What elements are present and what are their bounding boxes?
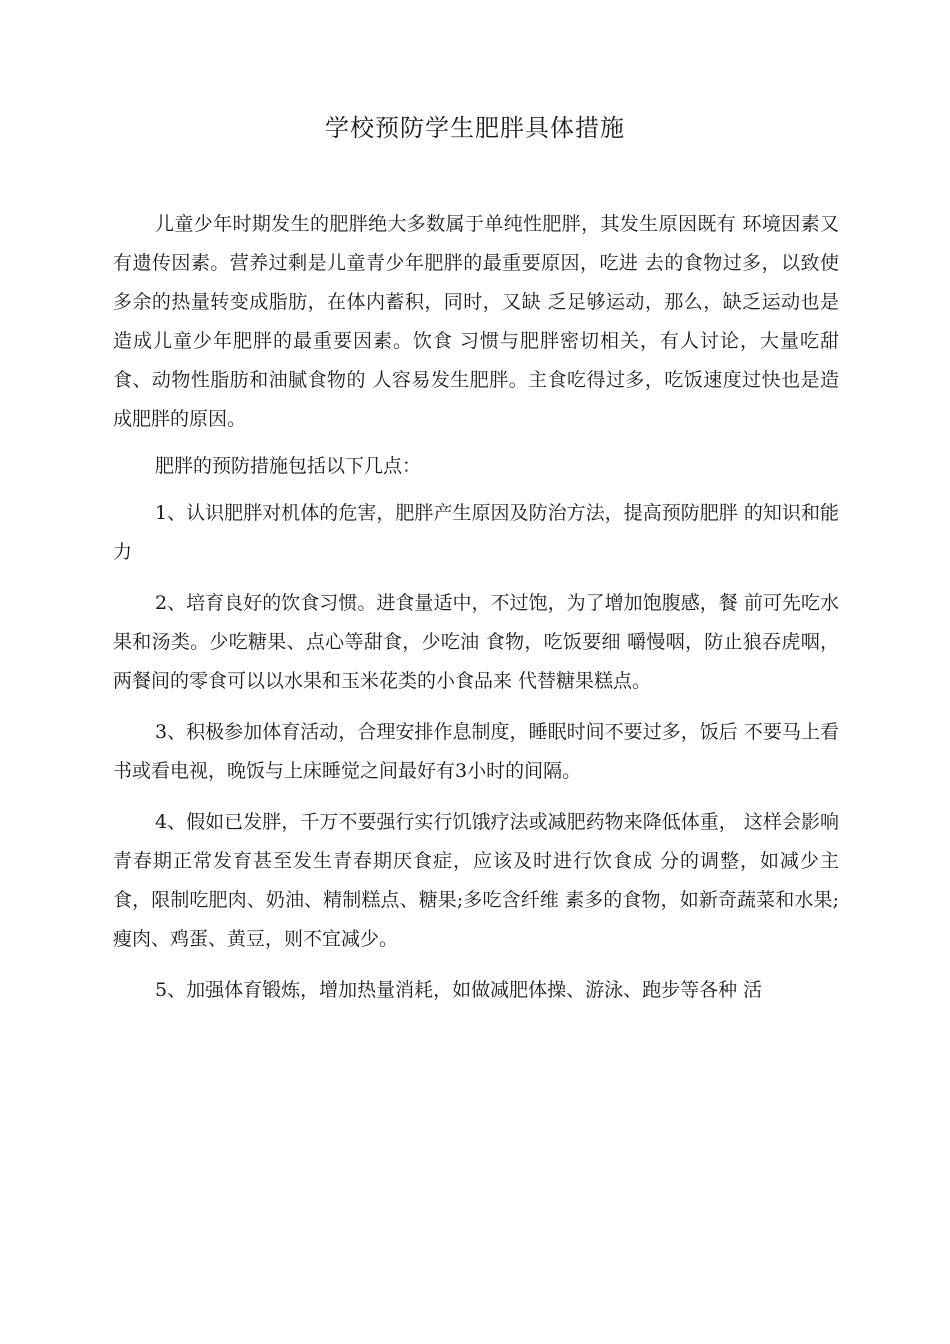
paragraph-intro: 儿童少年时期发生的肥胖绝大多数属于单纯性肥胖，其发生原因既有 环境因素又有遗传因素。营养过剩是儿童青少年肥胖的最重要原因，吃进 去的食物过多，以致使多余的热量转变成脂肪，在体内蓄积，同时，又缺 乏足够运动，那么，缺乏运动也是造成儿童少年肥胖的最重要因素。饮食 习惯与肥胖密切相关，有人讨论，大量吃甜食、动物性脂肪和油腻食物的 人容易发生肥胖。主食吃得过多，吃饭速度过快也是造成肥胖的原因。	[113, 213, 839, 430]
paragraph-measure-2: 2、培育良好的饮食习惯。进食量适中，不过饱，为了增加饱腹感，餐 前可先吃水果和汤类。少吃糖果、点心等甜食，少吃油 食物，吃饭要细 嚼慢咽，防止狼吞虎咽，两餐间的零食可以以水果和玉米花类的小食品来 代替糖果糕点。	[113, 592, 839, 692]
document-body	[113, 205, 839, 1022]
paragraph-measure-4: 4、假如已发胖，千万不要强行实行饥饿疗法或减肥药物来降低体重， 这样会影响青春期正常发育甚至发生青春期厌食症，应该及时进行饮食成 分的调整，如减少主食，限制吃肥肉、奶油、精制糕点、糖果;多吃含纤维 素多的食物，如新奇蔬菜和水果;瘦肉、鸡蛋、黄豆，则不宜减少。	[113, 811, 839, 950]
paragraph-measure-5: 5、加强体育锻炼，增加热量消耗，如做减肥体操、游泳、跑步等各种 活	[155, 979, 763, 1001]
paragraph-measure-3: 3、积极参加体育活动，合理安排作息制度，睡眠时间不要过多，饭后 不要马上看书或看电视，晚饭与上床睡觉之间最好有3小时的间隔。	[113, 721, 839, 782]
paragraph-measure-1: 1、认识肥胖对机体的危害，肥胖产生原因及防治方法，提高预防肥胖 的知识和能力	[113, 502, 839, 563]
document-title: 学校预防学生肥胖具体措施	[325, 114, 625, 142]
paragraph-measures-lead: 肥胖的预防措施包括以下几点：	[155, 455, 422, 477]
